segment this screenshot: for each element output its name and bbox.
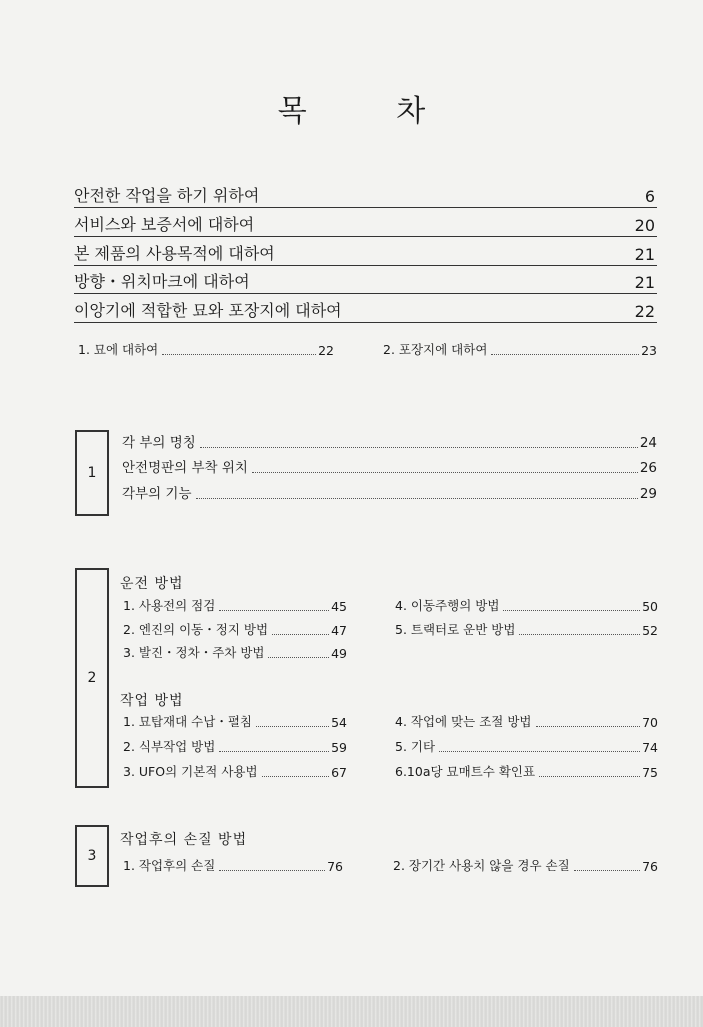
toc-entry[interactable] <box>74 187 657 208</box>
toc-subentry[interactable] <box>123 645 347 661</box>
toc-entry-title: 각부의 기능 <box>122 486 192 502</box>
leader-dots <box>491 354 639 355</box>
toc-entry-title: 4. 이동주행의 방법 <box>395 598 500 613</box>
toc-entry-title: 1. 사용전의 점검 <box>123 598 216 613</box>
toc-entry-title: 3. 발진・정차・주차 방법 <box>123 645 265 660</box>
toc-entry-page: 67 <box>331 765 347 780</box>
toc-entry-title: 안전한 작업을 하기 위하여 <box>74 186 260 205</box>
toc-entry-page: 47 <box>331 623 347 638</box>
toc-entry-page: 74 <box>642 740 658 755</box>
toc-subentry[interactable] <box>395 739 658 755</box>
section-number-box <box>75 430 109 516</box>
toc-subentry[interactable] <box>395 764 658 780</box>
section-number: 3 <box>87 848 97 864</box>
toc-entry-title: 5. 기타 <box>395 739 436 754</box>
toc-entry-page: 21 <box>634 273 655 292</box>
toc-subentry[interactable] <box>78 342 334 358</box>
toc-entry-page: 6 <box>644 187 655 206</box>
section-number: 2 <box>87 670 97 686</box>
toc-entry[interactable] <box>122 486 657 502</box>
toc-entry-title: 안전명판의 부착 위치 <box>122 460 248 476</box>
toc-entry-title: 본 제품의 사용목적에 대하여 <box>74 244 275 263</box>
leader-dots <box>503 610 640 611</box>
toc-entry-page: 54 <box>331 715 347 730</box>
leader-dots <box>536 726 641 727</box>
section-number: 1 <box>87 465 97 481</box>
toc-entry-title: 2. 포장지에 대하여 <box>383 342 488 357</box>
toc-entry-title: 1. 묘에 대하여 <box>78 342 159 357</box>
toc-entry-title: 1. 작업후의 손질 <box>123 858 216 873</box>
toc-entry-page: 20 <box>634 216 655 235</box>
toc-entry-page: 76 <box>642 859 658 874</box>
leader-dots <box>272 634 329 635</box>
leader-dots <box>162 354 316 355</box>
page-title: 목 차 <box>277 94 466 129</box>
toc-subentry[interactable] <box>123 622 347 638</box>
toc-entry-page: 75 <box>642 765 658 780</box>
toc-entry-title: 방향・위치마크에 대하여 <box>74 272 250 291</box>
toc-entry-page: 23 <box>641 343 657 358</box>
leader-dots <box>574 870 640 871</box>
toc-entry-page: 26 <box>639 460 657 476</box>
leader-dots <box>219 870 325 871</box>
toc-entry-title: 2. 장기간 사용치 않을 경우 손질 <box>393 858 570 873</box>
toc-entry[interactable] <box>74 216 657 237</box>
toc-entry[interactable] <box>74 245 657 266</box>
toc-entry-title: 6.10a당 묘매트수 확인표 <box>395 764 536 779</box>
leader-dots <box>200 447 638 448</box>
section-heading: 운전 방법 <box>120 576 184 592</box>
toc-subentry[interactable] <box>395 714 658 730</box>
toc-subentry[interactable] <box>123 598 347 614</box>
toc-entry-title: 2. 식부작업 방법 <box>123 739 216 754</box>
leader-dots <box>439 751 640 752</box>
toc-entry-title: 서비스와 보증서에 대하여 <box>74 215 255 234</box>
toc-entry[interactable] <box>74 302 657 323</box>
toc-entry-page: 70 <box>642 715 658 730</box>
leader-dots <box>219 610 329 611</box>
toc-entry-title: 5. 트랙터로 운반 방법 <box>395 622 516 637</box>
toc-entry-page: 49 <box>331 646 347 661</box>
section-heading: 작업후의 손질 방법 <box>120 832 248 848</box>
toc-entry[interactable] <box>74 273 657 294</box>
leader-dots <box>539 776 640 777</box>
toc-entry-title: 4. 작업에 맞는 조절 방법 <box>395 714 532 729</box>
toc-entry-page: 29 <box>639 486 657 502</box>
leader-dots <box>519 634 640 635</box>
toc-entry-title: 각 부의 명칭 <box>122 435 196 451</box>
leader-dots <box>252 472 638 473</box>
section-heading: 작업 방법 <box>120 693 184 709</box>
leader-dots <box>219 751 329 752</box>
toc-entry-page: 22 <box>318 343 334 358</box>
toc-entry-page: 22 <box>634 302 655 321</box>
leader-dots <box>256 726 329 727</box>
toc-subentry[interactable] <box>395 622 658 638</box>
scan-edge-band <box>0 996 703 1027</box>
toc-entry-title: 2. 엔진의 이동・정지 방법 <box>123 622 269 637</box>
toc-entry-page: 76 <box>327 859 343 874</box>
toc-entry-title: 이앙기에 적합한 묘와 포장지에 대하여 <box>74 301 342 320</box>
leader-dots <box>268 657 329 658</box>
toc-entry-page: 21 <box>634 245 655 264</box>
toc-subentry[interactable] <box>123 858 343 874</box>
toc-entry-page: 24 <box>639 435 657 451</box>
toc-subentry[interactable] <box>123 714 347 730</box>
toc-entry-title: 1. 묘탑재대 수납・펼침 <box>123 714 252 729</box>
toc-entry-page: 52 <box>642 623 658 638</box>
toc-entry-title: 3. UFO의 기본적 사용법 <box>123 764 258 779</box>
leader-dots <box>262 776 330 777</box>
toc-subentry[interactable] <box>383 342 657 358</box>
toc-subentry[interactable] <box>395 598 658 614</box>
leader-dots <box>196 498 638 499</box>
toc-entry-page: 59 <box>331 740 347 755</box>
toc-subentry[interactable] <box>123 764 347 780</box>
toc-entry[interactable] <box>122 435 657 451</box>
toc-entry-page: 45 <box>331 599 347 614</box>
section-number-box <box>75 825 109 887</box>
toc-entry-page: 50 <box>642 599 658 614</box>
toc-subentry[interactable] <box>123 739 347 755</box>
toc-subentry[interactable] <box>393 858 658 874</box>
section-number-box <box>75 568 109 788</box>
toc-entry[interactable] <box>122 460 657 476</box>
